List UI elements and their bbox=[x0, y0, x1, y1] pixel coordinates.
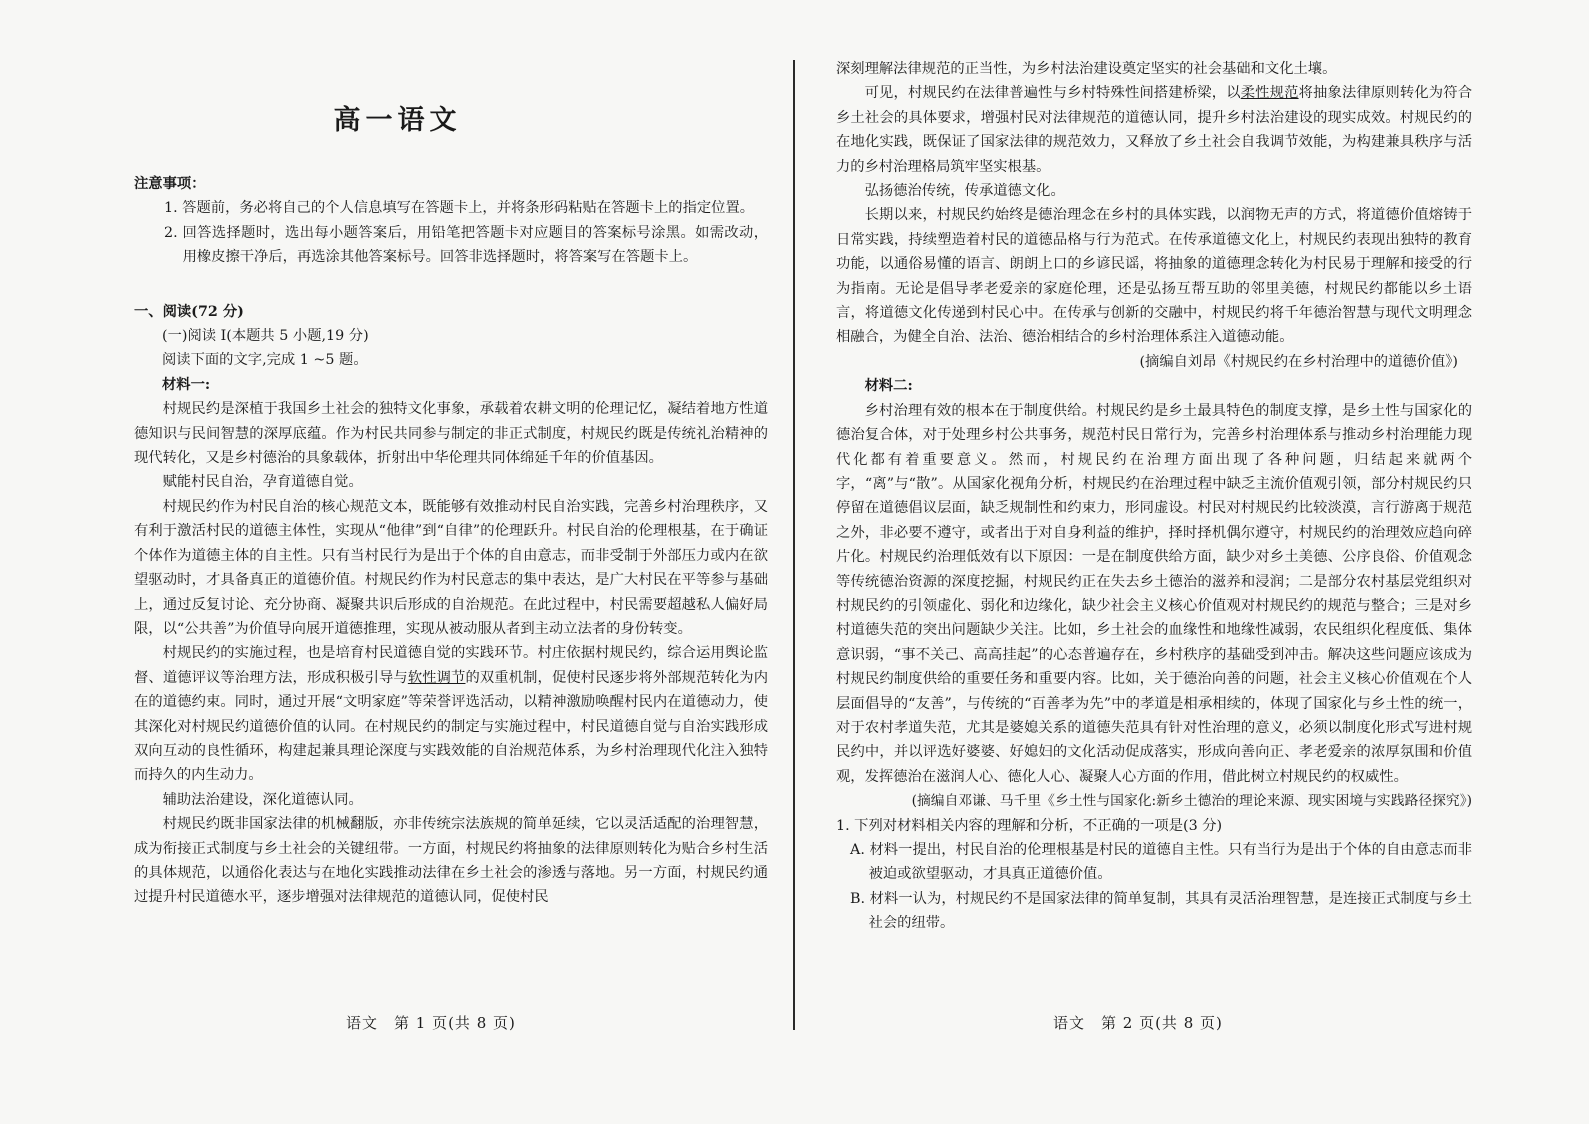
subheading-autonomy: 赋能村民自治，孕育道德自觉。 bbox=[162, 474, 363, 491]
text-span: 的双重机制，促使村民逐步将外部规范转化为内在的道德约束。同时，通过开展“文明家庭”等荣誉评选活动，以精神激励唤醒村民内在道德动力，使其深化对村规民约道德价值的认同。在村规民约的制定与实施过程中，村民道德自觉与自治实践形成双向互动的良性循环，构建起兼具理论深度与实践效能的自治规范体系，为乡村治理现代化注入独特而持久的内生动力。 bbox=[134, 669, 769, 784]
material-1-label: 材料一: bbox=[162, 376, 211, 393]
question-1-option-b: B. 材料一认为，村规民约不是国家法律的简单复制，其具有灵活治理智慧，是连接正式制度与乡土社会的纽带。 bbox=[850, 890, 1472, 932]
material-2-label: 材料二: bbox=[864, 378, 913, 395]
paragraph-culture: 长期以来，村规民约始终是德治理念在乡村的具体实践，以润物无声的方式，将道德价值熔铸于日常实践，持续塑造着村民的道德品格与行为范式。在传承道德文化上，村规民约表现出独特的教育功能，以通俗易懂的语言、朗朗上口的乡谚民谣，将抽象的道德理念转化为村民易于理解和接受的行为指南。无论是倡导孝老爱亲的家庭伦理，还是弘扬互帮互助的邻里美德，村规民约都能以乡土语言，将道德文化传递到村民心中。在传承与创新的交融中，村规民约将千年德治智慧与现代文明理念相融合，为健全自治、法治、德治相结合的乡村治理体系注入道德动能。 bbox=[836, 207, 1472, 346]
text-span: 将抽象法律原则转化为符合乡土社会的具体要求，增强村民对法律规范的道德认同，提升乡村法治建设的现实成效。村规民约的在地化实践，既保证了国家法律的规范效力，又释放了乡土社会自我调节效能，为构建兼具秩序与活力的乡村治理格局筑牢坚实根基。 bbox=[836, 85, 1473, 175]
notice-item-1: 1. 答题前，务必将自己的个人信息填写在答题卡上，并将条形码粘贴在答题卡上的指定位置。 bbox=[164, 200, 755, 217]
question-1-option-a: A. 材料一提出，村民自治的伦理根基是村民的道德自主性。只有当行为是出于个体的自由意志而非被迫或欲望驱动，才具真正道德价值。 bbox=[850, 842, 1472, 883]
paragraph-autonomy: 村规民约作为村民自治的核心规范文本，既能够有效推动村民自治实践，完善乡村治理秩序，又有利于激活村民的道德主体性，实现从“他律”到“自律”的伦理跃升。村民自治的伦理根基，在于确证个体作为道德主体的自主性。只有当村民行为是出于个体的自由意志，而非受制于外部压力或内在欲望驱动时，才具备真正的道德价值。村规民约作为村民意志的集中表达，是广大村民在平等参与基础上，通过反复讨论、充分协商、凝聚共识后形成的自治规范。在此过程中，村民需要超越私人偏好局限，以“公共善”为价值导向展开道德推理，实现从被动服从者到主动立法者的身份转变。 bbox=[134, 498, 768, 637]
underlined-term: 软性调节 bbox=[407, 669, 466, 686]
text-span: 村规民约的实施过程，也是培育村民道德自觉的实践环节。村庄依据村规民约，综合运用舆论监督、道德评议等治理方法，形成积极引导与 bbox=[134, 645, 768, 686]
continued-line: 深刻理解法律规范的正当性，为乡村法治建设奠定坚实的社会基础和文化土壤。 bbox=[836, 61, 1337, 77]
paragraph-intro: 村规民约是深植于我国乡土社会的独特文化事象，承载着农耕文明的伦理记忆，凝结着地方性道德知识与民间智慧的深厚底蕴。作为村民共同参与制定的非正式制度，村规民约既是传统礼治精神的现代转化，又是乡村德治的具象载体，折射出中华伦理共同体绵延千年的价值基因。 bbox=[134, 401, 768, 467]
subheading-culture: 弘扬德治传统，传承道德文化。 bbox=[864, 183, 1065, 200]
underlined-term: 柔性规范 bbox=[1240, 85, 1299, 102]
question-1-stem: 1. 下列对材料相关内容的理解和分析，不正确的一项是(3 分) bbox=[836, 817, 1223, 834]
instruction: 阅读下面的文字,完成 1 ~5 题。 bbox=[162, 352, 368, 369]
source-citation-1: (摘编自刘昂《村规民约在乡村治理中的道德价值》) bbox=[1139, 353, 1458, 370]
subsection-heading: (一)阅读 I(本题共 5 小题,19 分) bbox=[162, 328, 369, 345]
text-span: 可见，村规民约在法律普遍性与乡村特殊性间搭建桥梁，以 bbox=[864, 85, 1241, 102]
page-2-column bbox=[836, 57, 1472, 936]
subheading-law: 辅助法治建设，深化道德认同。 bbox=[162, 791, 363, 808]
page-2-footer: 语文 第 2 页(共 8 页) bbox=[1053, 1014, 1223, 1032]
section-heading: 一、阅读(72 分) bbox=[134, 303, 244, 320]
page-1-footer: 语文 第 1 页(共 8 页) bbox=[346, 1014, 516, 1032]
notice-item-2: 2. 回答选择题时，选出每小题答案后，用铅笔把答题卡对应题目的答案标号涂黑。如需改动，用橡皮擦干净后，再选涂其他答案标号。回答非选择题时，将答案写在答题卡上。 bbox=[164, 224, 768, 266]
page-1-column bbox=[134, 172, 768, 910]
source-citation-2: (摘编自邓谦、马千里《乡土性与国家化:新乡土德治的理论来源、现实困境与实践路径探究》) bbox=[911, 793, 1472, 810]
page-2 bbox=[795, 0, 1589, 1124]
paragraph-conclusion bbox=[836, 81, 1472, 179]
paragraph-material-2: 乡村治理有效的根本在于制度供给。村规民约是乡土最具特色的制度支撑，是乡土性与国家化的德治复合体，对于处理乡村公共事务，规范村民日常行为，完善乡村治理体系与推动乡村治理能力现代化都有着重要意义。然而，村规民约在治理方面出现了各种问题，归结起来就两个字，“离”与“散”。从国家化视角分析，村规民约在治理过程中缺乏主流价值观引领，部分村规民约只停留在道德倡议层面，缺乏规制性和约束力，形同虚设。村民对村规民约比较淡漠，言行游离于规范之外，非必要不遵守，或者出于对自身利益的维护，择时择机偶尔遵守，村规民约的治理效应趋向碎片化。村规民约治理低效有以下原因：一是在制度供给方面，缺少对乡土美德、公序良俗、价值观念等传统德治资源的深度挖掘，村规民约正在失去乡土德治的滋养和浸润；二是部分农村基层党组织对村规民约的引领虚化、弱化和边缘化，缺少社会主义核心价值观对村规民约的规范与整合；三是对乡村道德失范的突出问题缺少关注。比如，乡土社会的血缘性和地缘性减弱，农民组织化程度低、集体意识弱，“事不关己、高高挂起”的心态普遍存在，乡村秩序的基础受到冲击。解决这些问题应该成为村规民约制度供给的重要任务和重要内容。比如，关于德治向善的问题，社会主义核心价值观在个人层面倡导的“友善”，与传统的“百善孝为先”中的孝道是相承相续的，体现了国家化与乡土性的统一，对于农村孝道失范，尤其是婆媳关系的道德失范具有针对性治理的意义，必须以制度化形式写进村规民约中，并以评选好婆婆、好媳妇的文化活动促成落实，形成向善向正、孝老爱亲的浓厚氛围和价值观，发挥德治在滋润人心、德化人心、凝聚人心方面的作用，借此树立村规民约的权威性。 bbox=[836, 402, 1472, 785]
paragraph-implementation bbox=[134, 641, 768, 787]
notice-heading: 注意事项： bbox=[134, 176, 206, 192]
exam-title: 高一语文 bbox=[333, 105, 462, 136]
paragraph-law: 村规民约既非国家法律的机械翻版，亦非传统宗法族规的简单延续，它以灵活适配的治理智慧，成为衔接正式制度与乡土社会的关键纽带。一方面，村规民约将抽象的法律原则转化为贴合乡村生活的具体规范，以通俗化表达与在地化实践推动法律在乡土社会的渗透与落地。另一方面，村规民约通过提升村民道德水平，逐步增强对法律规范的道德认同，促使村民 bbox=[134, 816, 768, 906]
